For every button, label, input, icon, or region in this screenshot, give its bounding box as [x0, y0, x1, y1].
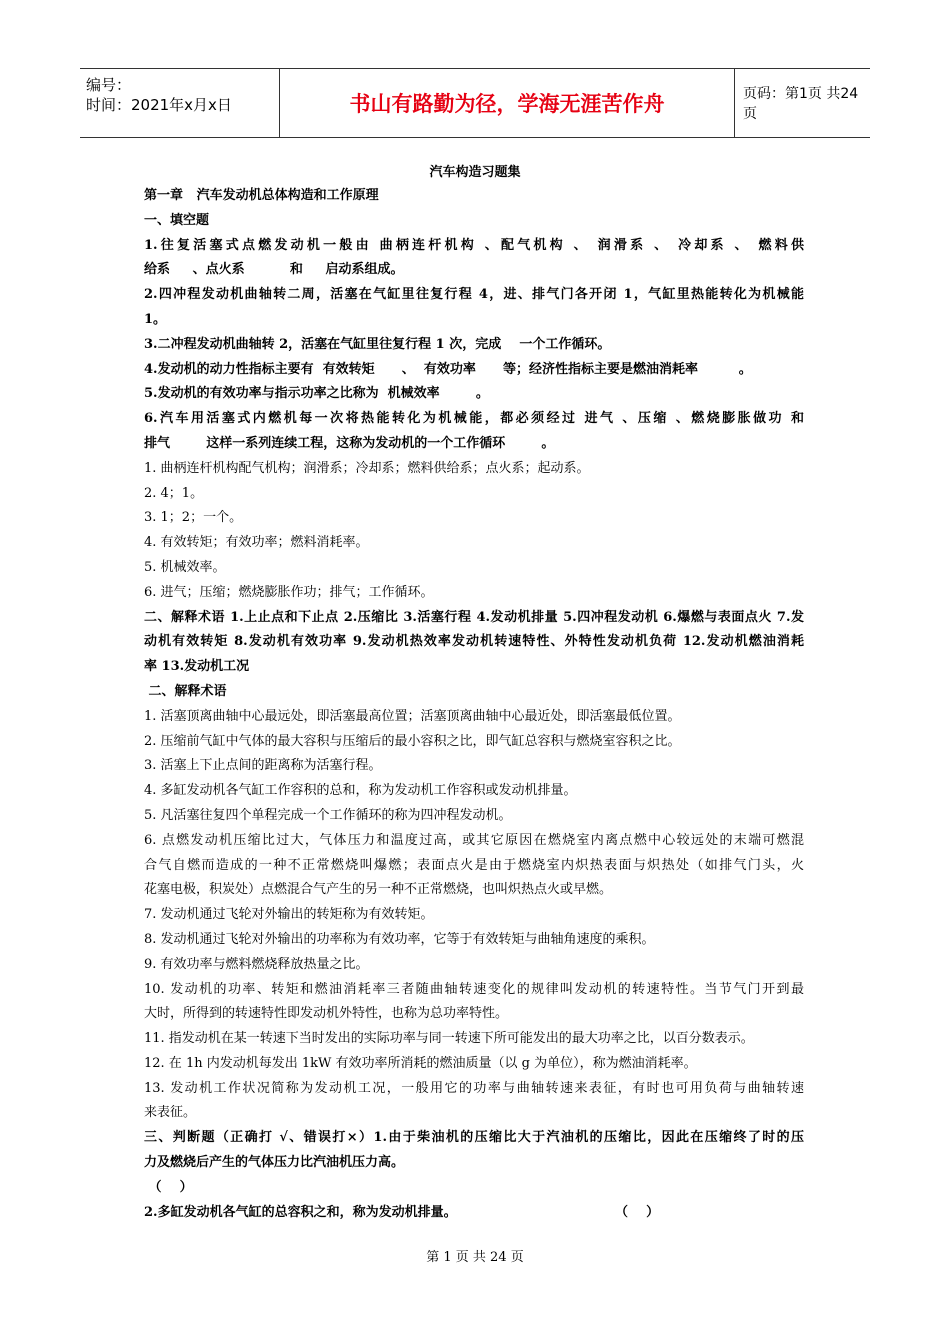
page-header — [80, 68, 870, 138]
text-line: 三、判断题（正确打 √、错误打×）1.由于柴油机的压缩比大于汽油机的压缩比，因此在压缩终了时的压 — [144, 1130, 804, 1146]
text-line: 6. 进气；压缩；燃烧膨胀作功；排气；工作循环。 — [144, 584, 434, 600]
page-footer: 第 1 页 共 24 页 — [426, 1250, 524, 1265]
header-meta-cell — [80, 69, 280, 137]
text-line: 4. 多缸发动机各气缸工作容积的总和，称为发动机工作容积或发动机排量。 — [144, 783, 577, 799]
text-line: 2.多缸发动机各气缸的总容积之和，称为发动机排量。 （ ） — [144, 1204, 660, 1220]
text-line: 4.发动机的动力性指标主要有 有效转矩 、 有效功率 等；经济性指标主要是燃油消耗率 。 — [144, 361, 752, 377]
text-line: 7. 发动机通过飞轮对外输出的转矩称为有效转矩。 — [144, 907, 434, 923]
page-info: 页码：第1页 共24页 — [743, 86, 859, 122]
text-line: （ ） — [144, 1179, 193, 1195]
text-line: 给系 、点火系 和 启动系组成。 — [144, 262, 404, 278]
motto-banner: 书山有路勤为径，学海无涯苦作舟 — [280, 69, 735, 137]
text-line: 3. 活塞上下止点间的距离称为活塞行程。 — [144, 758, 382, 774]
text-line: 6.汽车用活塞式内燃机每一次将热能转化为机械能，都必须经过 进气 、压缩 、燃烧膨胀做功 和 — [144, 411, 804, 427]
text-line: 来表征。 — [144, 1105, 197, 1121]
text-line: 5. 机械效率。 — [144, 559, 226, 575]
text-line: 3.二冲程发动机曲轴转 2，活塞在气缸里往复行程 1 次，完成 一个工作循环。 — [144, 336, 611, 352]
text-line: 排气 这样一系列连续工程，这称为发动机的一个工作循环 。 — [144, 435, 555, 451]
text-line: 1.往复活塞式点燃发动机一般由 曲柄连杆机构 、配气机构 、 润滑系 、 冷却系 、 燃料供 — [144, 237, 804, 253]
text-line: 第一章 汽车发动机总体构造和工作原理 — [144, 188, 379, 203]
text-line: 4. 有效转矩；有效功率；燃料消耗率。 — [144, 535, 369, 551]
text-line: 11. 指发动机在某一转速下当时发出的实际功率与同一转速下所可能发出的最大功率之比，以百分数表示。 — [144, 1031, 754, 1047]
text-line: 一、填空题 — [144, 212, 210, 228]
text-line: 2.四冲程发动机曲轴转二周，活塞在气缸里往复行程 4，进、排气门各开闭 1，气缸里热能转化为机械能 — [144, 287, 804, 303]
text-line: 8. 发动机通过飞轮对外输出的功率称为有效功率，它等于有效转矩与曲轴角速度的乘积。 — [144, 931, 655, 947]
text-line: 率 13.发动机工况 — [144, 659, 250, 675]
text-line: 力及燃烧后产生的气体压力比汽油机压力高。 — [144, 1155, 405, 1171]
text-line: 动机有效转矩 8.发动机有效功率 9.发动机热效率发动机转速特性、外特性发动机负荷 12.发动机燃油消耗 — [144, 634, 804, 650]
text-line: 二、解释术语 — [144, 683, 227, 699]
text-line: 5.发动机的有效功率与指示功率之比称为 机械效率 。 — [144, 386, 489, 402]
text-line: 大时，所得到的转速特性即发动机外特性，也称为总功率特性。 — [144, 1006, 509, 1022]
document-title: 汽车构造习题集 — [429, 165, 521, 180]
text-line: 9. 有效功率与燃料燃烧释放热量之比。 — [144, 956, 369, 972]
text-line: 1。 — [144, 311, 167, 327]
text-line: 10. 发动机的功率、转矩和燃油消耗率三者随曲轴转速变化的规律叫发动机的转速特性。当节气门开到最 — [144, 981, 804, 997]
text-line: 3. 1；2；一个。 — [144, 510, 243, 526]
text-line: 12. 在 1h 内发动机每发出 1kW 有效功率所消耗的燃油质量（以 g 为单位），称为燃油消耗率。 — [144, 1055, 697, 1071]
document-body — [144, 184, 804, 1225]
date-label: 时间：2021年x月x日 — [86, 96, 232, 114]
code-label: 编号： — [86, 76, 132, 94]
text-line: 二、解释术语 1.上止点和下止点 2.压缩比 3.活塞行程 4.发动机排量 5.四冲程发动机 6.爆燃与表面点火 7.发 — [144, 609, 804, 625]
text-line: 合气自燃而造成的一种不正常燃烧叫爆燃；表面点火是由于燃烧室内炽热表面与炽热处（如排气门头，火 — [144, 857, 804, 873]
text-line: 5. 凡活塞往复四个单程完成一个工作循环的称为四冲程发动机。 — [144, 807, 512, 823]
text-line: 1. 活塞顶离曲轴中心最远处，即活塞最高位置；活塞顶离曲轴中心最近处，即活塞最低位置。 — [144, 708, 681, 724]
text-line: 2. 压缩前气缸中气体的最大容积与压缩后的最小容积之比，即气缸总容积与燃烧室容积之比。 — [144, 733, 681, 749]
text-line: 花塞电极，积炭处）点燃混合气产生的另一种不正常燃烧，也叫炽热点火或早燃。 — [144, 882, 613, 898]
text-line: 1. 曲柄连杆机构配气机构；润滑系；冷却系；燃料供给系；点火系；起动系。 — [144, 460, 590, 476]
text-line: 2. 4；1。 — [144, 485, 204, 501]
text-line: 13. 发动机工作状况简称为发动机工况，一般用它的功率与曲轴转速来表征，有时也可用负荷与曲轴转速 — [144, 1080, 804, 1096]
text-line: 6. 点燃发动机压缩比过大，气体压力和温度过高，或其它原因在燃烧室内离点燃中心较远处的末端可燃混 — [144, 832, 804, 848]
